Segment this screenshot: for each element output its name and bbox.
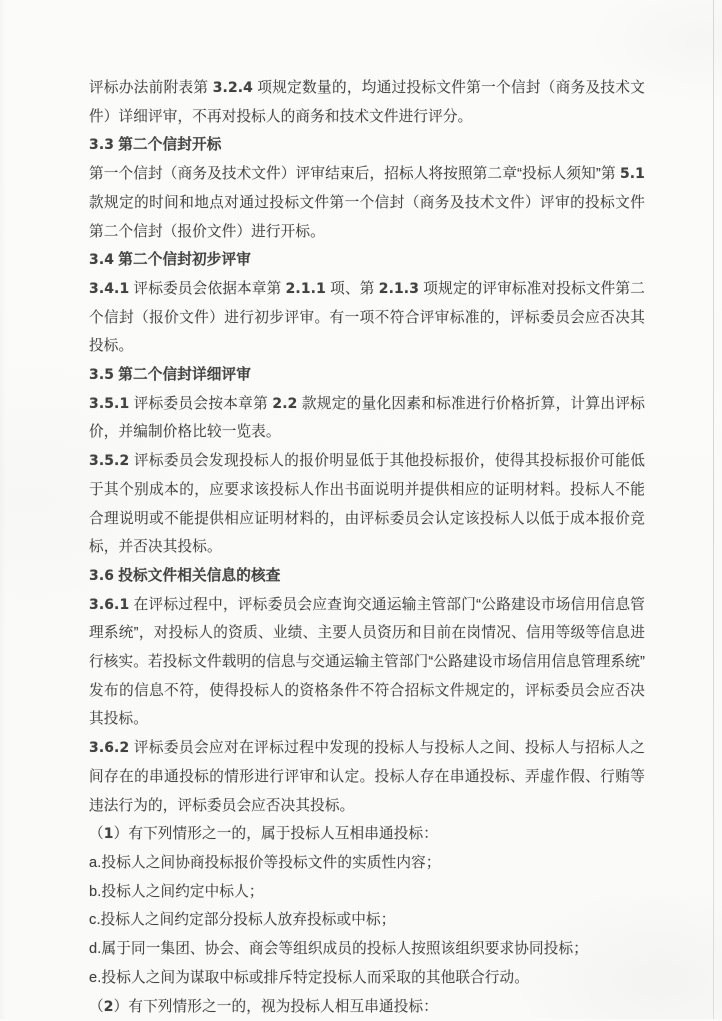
clause-number: 2.1.3 — [379, 281, 419, 297]
para-3-3-body: 第一个信封（商务及技术文件）评审结束后，招标人将按照第二章“投标人须知”第 5.1 款规定的时间和地点对通过投标文件第一个信封（商务及技术文件）评审的投标文件第二个信封（报价文件）进行开标。 — [89, 160, 645, 246]
clause-number: 2 — [104, 999, 114, 1015]
para-3-5-2: 3.5.2 评标委员会发现投标人的报价明显低于其他投标报价，使得其投标报价可能低于其个别成本的，应要求该投标人作出书面说明并提供相应的证明材料。投标人不能合理说明或不能提供相应证明材料的，由评标委员会认定该投标人以低于成本报价竞标，并否决其投标。 — [89, 447, 645, 562]
item-c: c.投标人之间约定部分投标人放弃投标或中标； — [89, 906, 645, 935]
clause-number: 5.1 — [620, 166, 645, 182]
clause-number: 3.2.4 — [213, 80, 253, 96]
clause-number: 3.3 — [89, 137, 114, 153]
clause-number: 1 — [104, 826, 114, 842]
heading-3-4: 3.4 第二个信封初步评审 — [89, 246, 645, 275]
clause-number: 3.6.2 — [89, 740, 129, 756]
clause-number: 3.5.1 — [89, 396, 129, 412]
item-a: a.投标人之间协商投标报价等投标文件的实质性内容； — [89, 849, 645, 878]
clause-number: 3.4 — [89, 252, 114, 268]
item-b: b.投标人之间约定中标人； — [89, 878, 645, 907]
para-3-6-1: 3.6.1 在评标过程中，评标委员会应查询交通运输主管部门“公路建设市场信用信息管理系统”，对投标人的资质、业绩、主要人员资历和目前在岗情况、信用等级等信息进行核实。若投标文件载明的信息与交通运输主管部门“公路建设市场信用信息管理系统”发布的信息不符，使得投标人的资格条件不符合招标文件规定的，评标委员会应否决其投标。 — [89, 591, 645, 735]
para-3-6-2: 3.6.2 评标委员会应对在评标过程中发现的投标人与投标人之间、投标人与招标人之间存在的串通投标的情形进行评审和认定。投标人存在串通投标、弄虚作假、行贿等违法行为的，评标委员会应否决其投标。 — [89, 734, 645, 820]
item-d: d.属于同一集团、协会、商会等组织成员的投标人按照该组织要求协同投标； — [89, 935, 645, 964]
page-edge-shadow — [713, 0, 714, 1019]
document-body — [89, 74, 645, 1021]
para-3-4-1: 3.4.1 评标委员会依据本章第 2.1.1 项、第 2.1.3 项规定的评审标准对投标文件第二个信封（报价文件）进行初步评审。有一项不符合评审标准的，评标委员会应否决其投标。 — [89, 275, 645, 361]
clause-number: 3.5 — [89, 367, 114, 383]
clause-number: 3.6.1 — [89, 597, 129, 613]
clause-number: 3.4.1 — [89, 281, 129, 297]
para-3-5-1: 3.5.1 评标委员会按本章第 2.2 款规定的量化因素和标准进行价格折算，计算出评标价，并编制价格比较一览表。 — [89, 390, 645, 447]
clause-number: 2.1.1 — [286, 281, 326, 297]
clause-number: 3.6 — [89, 568, 114, 584]
scan-left-edge-shade — [0, 0, 6, 1019]
heading-3-6: 3.6 投标文件相关信息的核查 — [89, 562, 645, 591]
item-e: e.投标人之间为谋取中标或排斥特定投标人而采取的其他联合行动。 — [89, 964, 645, 993]
clause-number: 2.2 — [272, 396, 297, 412]
heading-3-5: 3.5 第二个信封详细评审 — [89, 361, 645, 390]
para-item-1: （1）有下列情形之一的，属于投标人互相串通投标： — [89, 820, 645, 849]
clause-number: 3.5.2 — [89, 453, 129, 469]
para-item-2: （2）有下列情形之一的，视为投标人相互串通投标： — [89, 993, 645, 1021]
para-3-2-4-continuation: 评标办法前附表第 3.2.4 项规定数量的，均通过投标文件第一个信封（商务及技术文件）详细评审，不再对投标人的商务和技术文件进行评分。 — [89, 74, 645, 131]
heading-3-3: 3.3 第二个信封开标 — [89, 131, 645, 160]
